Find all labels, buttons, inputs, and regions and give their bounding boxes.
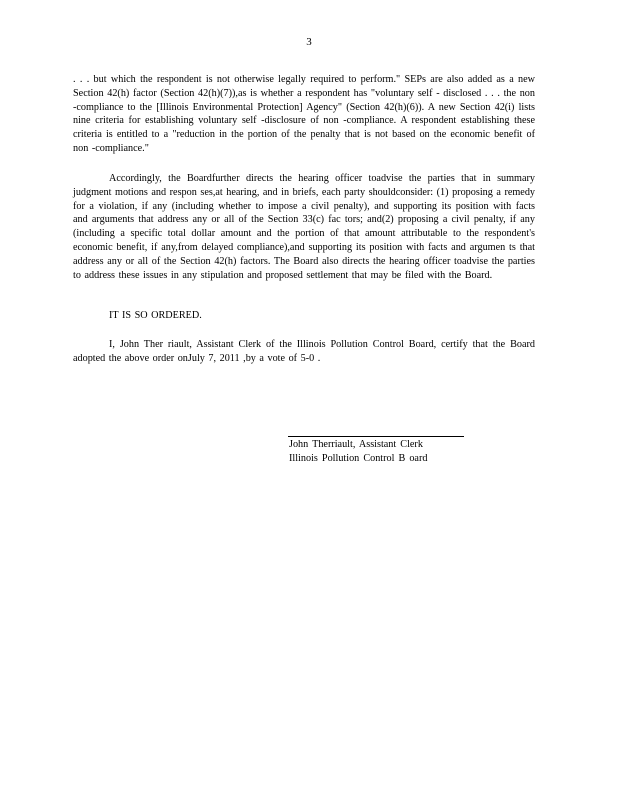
page-number: 3 xyxy=(306,36,312,48)
signatory-organization: Illinois Pollution Control B oard xyxy=(289,453,428,464)
signatory-name: John Therriault, Assistant Clerk xyxy=(289,439,423,450)
paragraph-sep-factors: . . . but which the respondent is not otherwise legally required to perform." SEPs are also added as a new Section 42(h) factor (Section 42(h)(7)),as is whether a respondent has "voluntary self - disclosed . . . the non -compliance to the [Illinois Environmental Protection] Agency" (Section 42(h)(6)). A new Section 42(i) lists nine criteria for establishing voluntary self -disclosure of non -compliance. A respondent establishing these criteria is entitled to a "reduction in the portion of the penalty that is not based on the economic benefit of non -compliance." xyxy=(73,74,535,154)
paragraph-board-directions: Accordingly, the Boardfurther directs the hearing officer toadvise the parties that in summary judgment motions and respon ses,at hearing, and in briefs, each party shouldconsider: (1) proposing a remedy for a violation, if any (including whether to impose a civil penalty), and supporting its position with facts and arguments that address any or all of the Section 33(c) fac tors; and(2) proposing a civil penalty, if any (including a specific total dollar amount and the portion of that amount attributable to the respondent's economic benefit, if any,from delayed compliance),and supporting its position with facts and argumen ts that address any or all of the Section 42(h) factors. The Board also directs the hearing officer toadvise the parties to address these issues in any stipulation and proposed settlement that may be filed with the Board. xyxy=(73,173,536,281)
order-statement: IT IS SO ORDERED. xyxy=(109,310,202,321)
clerk-certification: I, John Ther riault, Assistant Clerk of the Illinois Pollution Control Board, certify that the Board adopted the above order onJuly 7, 2011 ,by a vote of 5-0 . xyxy=(73,339,535,364)
signature-line xyxy=(288,436,464,437)
